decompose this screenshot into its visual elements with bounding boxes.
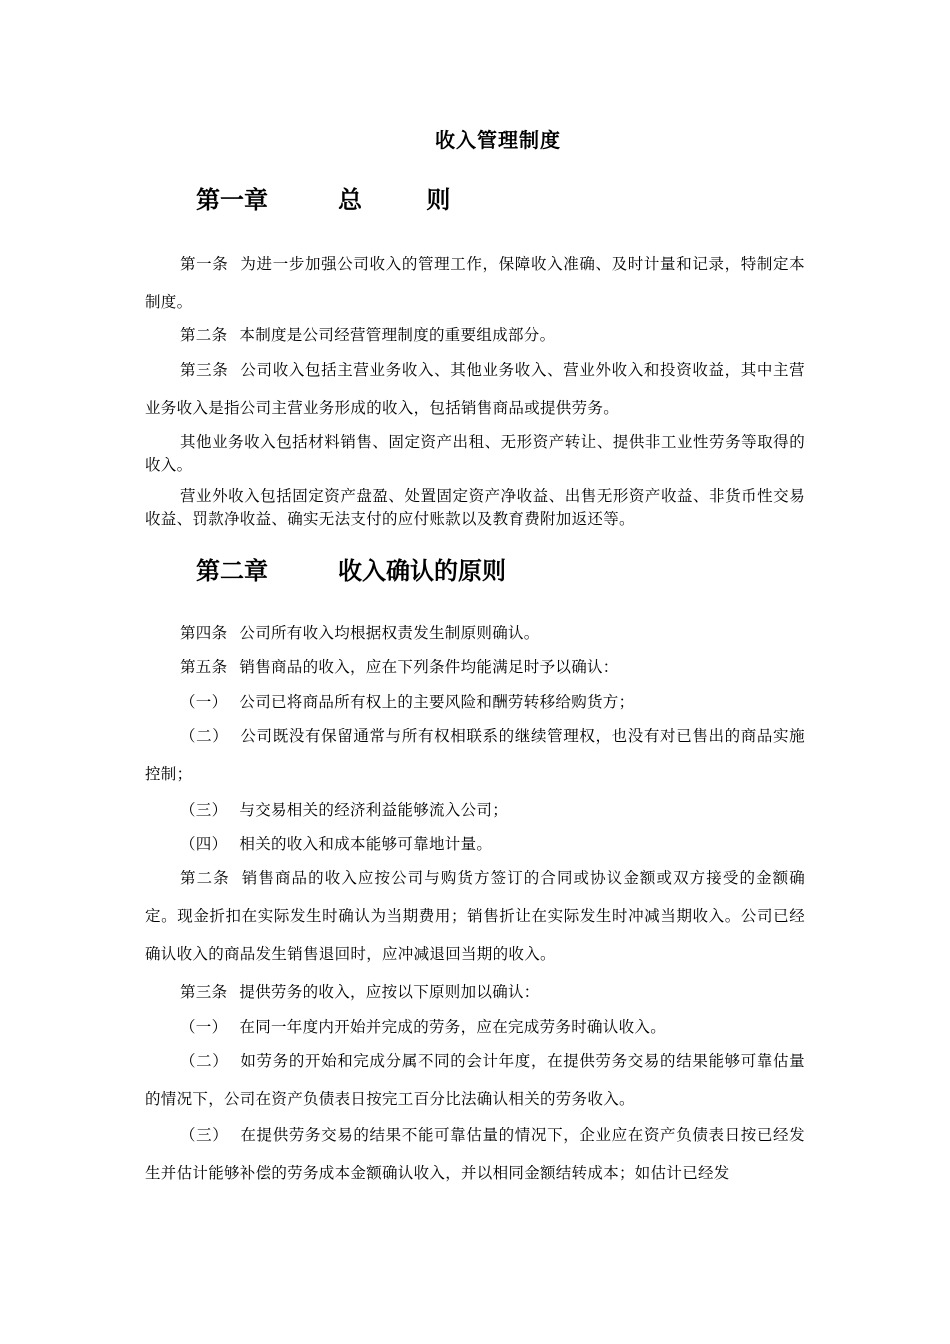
article-label: 第五条 [180, 658, 228, 676]
article-text: 为进一步加强公司收入的管理工作，保障收入准确、及时计量和记录，特制定本制度。 [145, 255, 805, 311]
article-paragraph [145, 351, 805, 427]
article-paragraph [145, 319, 805, 351]
list-item [145, 717, 805, 793]
chapter-name: 总 则 [338, 185, 479, 214]
list-item [145, 825, 805, 863]
chapter-number: 第一章 [196, 185, 268, 214]
article-label: 第三条 [180, 361, 229, 379]
item-text: 如劳务的开始和完成分属不同的会计年度，在提供劳务交易的结果能够可靠估量的情况下，公司在资产负债表日按完工百分比法确认相关的劳务收入。 [145, 1052, 805, 1108]
article-text: 营业外收入包括固定资产盘盈、处置固定资产净收益、出售无形资产收益、非货币性交易收益、罚款净收益、确实无法支付的应付账款以及教育费附加返还等。 [145, 487, 805, 528]
article-text: 其他业务收入包括材料销售、固定资产出租、无形资产转让、提供非工业性劳务等取得的收入。 [145, 433, 805, 474]
item-label: （三） [180, 801, 228, 819]
article-paragraph [145, 973, 805, 1011]
item-text: 公司既没有保留通常与所有权相联系的继续管理权，也没有对已售出的商品实施控制； [145, 727, 805, 783]
article-text: 提供劳务的收入，应按以下原则加以确认： [239, 983, 540, 1001]
item-label: （四） [180, 835, 228, 853]
item-text: 与交易相关的经济利益能够流入公司； [239, 801, 509, 819]
article-label: 第二条 [180, 326, 228, 344]
list-item [145, 1042, 805, 1118]
article-label: 第三条 [180, 983, 228, 1001]
article-paragraph [145, 485, 805, 531]
article-paragraph [145, 614, 805, 652]
item-text: 在提供劳务交易的结果不能可靠估量的情况下，企业应在资产负债表日按已经发生并估计能够补偿的劳务成本金额确认收入，并以相同金额结转成本；如估计已经发 [145, 1126, 805, 1182]
article-text: 公司所有收入均根据权责发生制原则确认。 [239, 624, 540, 642]
item-label: （一） [180, 1018, 228, 1036]
chapter-heading [196, 180, 478, 215]
article-label: 第一条 [180, 255, 229, 273]
article-text: 销售商品的收入应按公司与购货方签订的合同或协议金额或双方接受的金额确定。现金折扣在实际发生时确认为当期费用；销售折让在实际发生时冲减当期收入。公司已经确认收入的商品发生销售退回时，应冲减退回当期的收入。 [145, 869, 806, 963]
article-label: 第二条 [180, 869, 230, 887]
article-text: 销售商品的收入，应在下列条件均能满足时予以确认： [239, 658, 619, 676]
article-text: 公司收入包括主营业务收入、其他业务收入、营业外收入和投资收益，其中主营业务收入是指公司主营业务形成的收入，包括销售商品或提供劳务。 [145, 361, 805, 417]
article-text: 本制度是公司经营管理制度的重要组成部分。 [239, 326, 556, 344]
list-item [145, 1008, 805, 1046]
list-item [145, 1116, 805, 1192]
chapter-name: 收入确认的原则 [338, 556, 506, 585]
item-label: （二） [180, 727, 229, 745]
article-label: 第四条 [180, 624, 228, 642]
article-paragraph [145, 648, 805, 686]
item-text: 相关的收入和成本能够可靠地计量。 [239, 835, 493, 853]
chapter-number: 第二章 [196, 556, 268, 585]
item-label: （一） [180, 693, 228, 711]
item-label: （三） [180, 1126, 229, 1144]
article-paragraph [145, 245, 805, 321]
chapter-heading [196, 551, 506, 586]
list-item [145, 683, 805, 721]
article-paragraph [145, 431, 805, 477]
list-item [145, 791, 805, 829]
item-text: 在同一年度内开始并完成的劳务，应在完成劳务时确认收入。 [239, 1018, 667, 1036]
document-title: 收入管理制度 [435, 128, 561, 152]
article-paragraph [145, 859, 805, 973]
item-text: 公司已将商品所有权上的主要风险和酬劳转移给购货方； [239, 693, 635, 711]
item-label: （二） [180, 1052, 229, 1070]
